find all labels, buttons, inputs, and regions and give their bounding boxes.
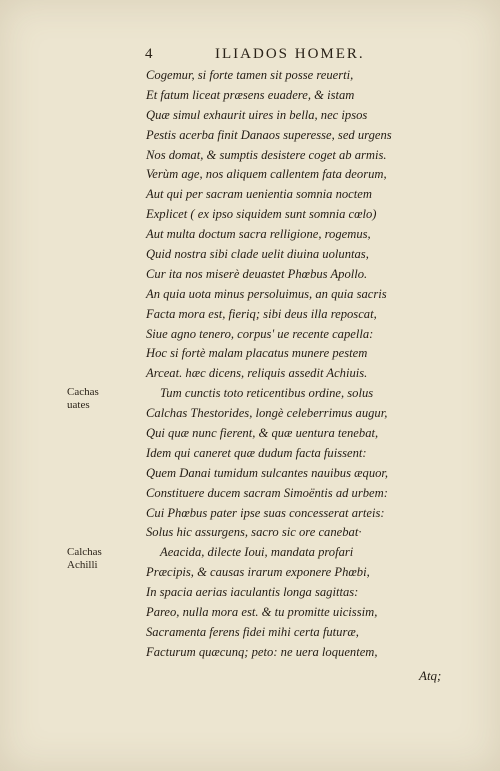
verse-line: Aut qui per sacram uenientia somnia noctem	[146, 187, 372, 202]
verse-line: Arceat. hæc dicens, reliquis assedit Achiuis.	[146, 366, 368, 381]
verse-line: Hoc si fortè malam placatus munere pestem	[146, 346, 368, 361]
verse-line: Aeacida, dilecte Ioui, mandata profari	[160, 545, 354, 560]
verse-line: Facta mora est, fieriq; sibi deus illa reposcat,	[146, 306, 377, 321]
verse-line: Cui Phœbus pater ipse suas concesserat arteis:	[146, 505, 385, 520]
verse-line: Quem Danai tumidum sulcantes nauibus æquor,	[146, 465, 389, 480]
verse-line: Et fatum liceat præsens euadere, & istam	[146, 87, 355, 102]
margin-note-line: Achilli	[67, 558, 98, 571]
margin-note-line: uates	[67, 399, 90, 412]
verse-line: Pestis acerba finit Danaos superesse, sed urgens	[146, 127, 392, 142]
verse-line: Tum cunctis toto reticentibus ordine, solus	[160, 386, 374, 401]
verse-line: Aut multa doctum sacra relligione, rogemus,	[146, 227, 371, 242]
verse-block	[146, 66, 446, 663]
verse-line: Idem qui caneret quæ dudum facta fuissent:	[146, 445, 367, 460]
margin-note-line: Cachas	[67, 386, 99, 399]
verse-line: Explicet ( ex ipso siquidem sunt somnia cœlo)	[146, 207, 377, 222]
verse-line: Constituere ducem sacram Simoëntis ad urbem:	[146, 485, 388, 500]
running-title: ILIADOS HOMER.	[215, 46, 365, 62]
verse-line: Quæ simul exhaurit uires in bella, nec ipsos	[146, 107, 368, 122]
verse-line: An quia uota minus persoluimus, an quia sacris	[146, 286, 387, 301]
verse-line: Siue agno tenero, corpus' ue recente capella:	[146, 326, 374, 341]
verse-line: Nos domat, & sumptis desistere coget ab armis.	[146, 147, 387, 162]
verse-line: Sacramenta ferens fidei mihi certa futuræ,	[146, 624, 359, 639]
verse-line: Cur ita nos miserè deuastet Phœbus Apollo.	[146, 266, 368, 281]
verse-line: Qui quæ nunc fierent, & quæ uentura tenebat,	[146, 426, 379, 441]
verse-line: Pareo, nulla mora est. & tu promitte uicissim,	[146, 605, 378, 620]
verse-line: Cogemur, si forte tamen sit posse reuerti,	[146, 68, 354, 82]
verse-line: Præcipis, & causas irarum exponere Phœbi,	[146, 565, 370, 580]
catchword: Atq;	[419, 668, 442, 683]
margin-note	[67, 546, 102, 572]
verse-line: Verùm age, nos aliquem callentem fata deorum,	[146, 167, 387, 182]
margin-note-line: Calchas	[67, 545, 102, 558]
verse-line: Facturum quæcunq; peto: ne uera loquentem,	[146, 644, 378, 659]
verse-line: Calchas Thestorides, longè celeberrimus augur,	[146, 406, 388, 421]
page-number: 4	[145, 46, 155, 62]
verse-line: In spacia aerias iaculantis longa sagittas:	[146, 585, 359, 600]
verse-line: Quid nostra sibi clade uelit diuina uoluntas,	[146, 247, 369, 262]
verse-line: Solus hic assurgens, sacro sic ore canebat·	[146, 525, 362, 540]
margin-note	[67, 386, 99, 412]
